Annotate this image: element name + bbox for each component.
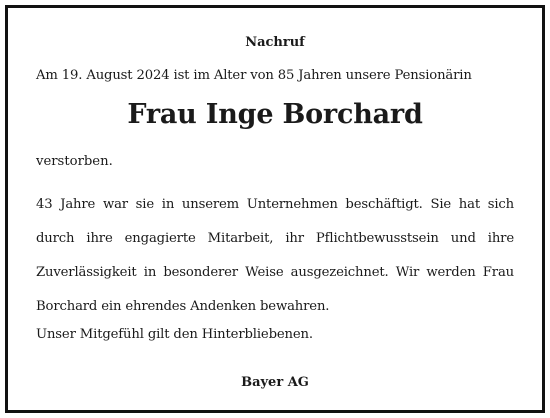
status-line: verstorben. bbox=[36, 154, 113, 169]
intro-line: Am 19. August 2024 ist im Alter von 85 Jahren unsere Pensionärin bbox=[36, 68, 472, 83]
closing-line: Unser Mitgefühl gilt den Hinterbliebenen. bbox=[36, 327, 313, 342]
company-signature: Bayer AG bbox=[241, 375, 309, 390]
obituary-notice bbox=[5, 5, 545, 413]
notice-heading: Nachruf bbox=[245, 35, 305, 50]
notice-content bbox=[36, 8, 514, 410]
body-paragraph: 43 Jahre war sie in unserem Unternehmen beschäftigt. Sie hat sich durch ihre engagierte Mitarbeit, ihr Pflichtbewusstsein und ihre Zuverlässigkeit in besonderer Weise ausgezeichnet. Wir werden Frau Borchard ein ehrendes Andenken bewahren. bbox=[36, 197, 514, 314]
deceased-name: Frau Inge Borchard bbox=[127, 99, 423, 130]
